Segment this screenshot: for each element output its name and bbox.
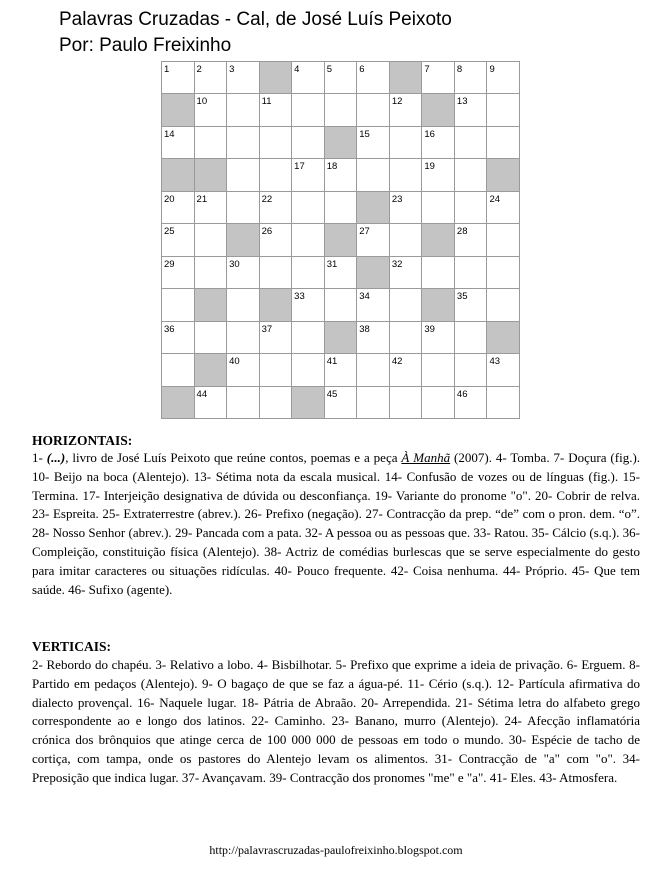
black-square — [325, 322, 358, 354]
cell-number: 31 — [326, 258, 338, 270]
grid-cell[interactable] — [422, 354, 455, 386]
grid-cell[interactable] — [227, 62, 260, 94]
black-square — [422, 94, 455, 126]
grid-cell[interactable] — [195, 224, 228, 256]
cell-number: 10 — [196, 96, 208, 108]
grid-cell[interactable] — [162, 224, 195, 256]
grid-cell[interactable] — [390, 127, 423, 159]
grid-cell[interactable] — [390, 192, 423, 224]
grid-cell[interactable] — [292, 192, 325, 224]
grid-cell[interactable] — [292, 289, 325, 321]
black-square — [487, 159, 520, 191]
cell-number: 3 — [229, 64, 235, 75]
cell-number: 45 — [326, 388, 338, 400]
grid-cell[interactable] — [227, 289, 260, 321]
cell-number: 27 — [359, 226, 370, 238]
grid-cell[interactable] — [227, 159, 260, 191]
cell-number: 2 — [196, 64, 202, 75]
black-square — [195, 289, 228, 321]
cell-number: 14 — [164, 128, 175, 140]
horizontais-clues — [32, 449, 640, 599]
grid-cell[interactable] — [195, 62, 228, 94]
cell-number: 17 — [294, 161, 305, 173]
black-square — [357, 257, 390, 289]
black-square — [422, 224, 455, 256]
grid-cell[interactable] — [227, 127, 260, 159]
clue-1-book-title: À Manhã — [401, 450, 451, 465]
grid-cell[interactable] — [357, 62, 390, 94]
cell-number: 20 — [164, 193, 175, 205]
grid-cell[interactable] — [422, 192, 455, 224]
grid-cell[interactable] — [292, 94, 325, 126]
cell-number: 7 — [424, 64, 430, 75]
grid-cell[interactable] — [325, 387, 358, 419]
grid-cell[interactable] — [390, 387, 423, 419]
cell-number: 42 — [391, 356, 403, 368]
cell-number: 23 — [391, 193, 403, 205]
grid-cell[interactable] — [260, 354, 293, 386]
grid-cell[interactable] — [227, 387, 260, 419]
black-square — [162, 94, 195, 126]
clue-1-answer: (...) — [46, 450, 66, 465]
black-square — [260, 289, 293, 321]
grid-cell[interactable] — [227, 192, 260, 224]
black-square — [292, 387, 325, 419]
grid-cell[interactable] — [325, 192, 358, 224]
black-square — [390, 62, 423, 94]
grid-cell[interactable] — [292, 257, 325, 289]
grid-cell[interactable] — [292, 354, 325, 386]
grid-cell[interactable] — [487, 387, 520, 419]
grid-cell[interactable] — [260, 159, 293, 191]
grid-cell[interactable] — [357, 127, 390, 159]
grid-cell[interactable] — [422, 257, 455, 289]
grid-cell[interactable] — [357, 224, 390, 256]
grid-cell[interactable] — [455, 159, 488, 191]
cell-number: 11 — [261, 96, 272, 108]
clue-1-number: 1- — [32, 450, 43, 465]
crossword-grid — [161, 61, 520, 419]
grid-cell[interactable] — [227, 94, 260, 126]
grid-cell[interactable] — [357, 354, 390, 386]
grid-cell[interactable] — [260, 127, 293, 159]
grid-cell[interactable] — [260, 192, 293, 224]
grid-cell[interactable] — [260, 322, 293, 354]
cell-number: 39 — [424, 323, 435, 335]
grid-cell[interactable] — [455, 94, 488, 126]
cell-number: 32 — [391, 258, 403, 270]
grid-cell[interactable] — [487, 94, 520, 126]
page-title: Palavras Cruzadas - Cal, de José Luís Peixoto — [59, 9, 452, 30]
grid-cell[interactable] — [455, 322, 488, 354]
cell-number: 44 — [196, 388, 208, 400]
cell-number: 22 — [261, 193, 273, 205]
black-square — [325, 127, 358, 159]
cell-number: 6 — [359, 64, 365, 75]
cell-number: 41 — [326, 356, 338, 368]
grid-cell[interactable] — [487, 192, 520, 224]
cell-number: 13 — [456, 96, 468, 108]
grid-cell[interactable] — [390, 322, 423, 354]
verticais-clues: 2- Rebordo do chapéu. 3- Relativo a lobo. 4- Bisbilhotar. 5- Prefixo que exprime a ideia de privação. 6- Erguem. 8- Partido em pedaços (Alentejo). 9- O bagaço de que se faz a água-pé. 11- Cério (s.q.). 12- Partícula afirmativa do dialecto provençal. 16- Naquele lugar. 18- Pátria de Abraão. 20- Arrependida. 21- Sétima letra do alfabeto grego correspondente ao e longo dos latinos. 22- Caminho. 23- Banano, murro (Alentejo). 24- Afecção inflamatória crónica dos brônquios que atinge cerca de 100 000 000 de pessoas em todo o mundo. 30- Espécie de tacho de cortiça, com tampa, onde os pastores do Alentejo levam os alimentos. 31- Contracção de "a" com "o". 34- Preposição que indica lugar. 37- Avançavam. 39- Contracção dos pronomes "me" e "a". 41- Eles. 43- Atmosfera. — [32, 657, 640, 785]
cell-number: 37 — [261, 323, 273, 335]
horizontais-heading: HORIZONTAIS: — [32, 433, 133, 448]
grid-cell[interactable] — [487, 257, 520, 289]
grid-cell[interactable] — [325, 289, 358, 321]
grid-cell[interactable] — [260, 387, 293, 419]
grid-cell[interactable] — [260, 257, 293, 289]
black-square — [260, 62, 293, 94]
cell-number: 38 — [359, 323, 370, 335]
grid-cell[interactable] — [422, 62, 455, 94]
grid-cell[interactable] — [357, 322, 390, 354]
grid-cell[interactable] — [195, 127, 228, 159]
grid-cell[interactable] — [325, 94, 358, 126]
grid-cell[interactable] — [195, 387, 228, 419]
grid-cell[interactable] — [292, 322, 325, 354]
grid-cell[interactable] — [162, 322, 195, 354]
cell-number: 8 — [456, 64, 463, 75]
black-square — [195, 159, 228, 191]
grid-cell[interactable] — [195, 257, 228, 289]
grid-cell[interactable] — [390, 159, 423, 191]
grid-cell[interactable] — [390, 224, 423, 256]
black-square — [162, 387, 195, 419]
cell-number: 24 — [489, 193, 501, 205]
grid-cell[interactable] — [422, 127, 455, 159]
cell-number: 35 — [456, 291, 468, 303]
grid-cell[interactable] — [195, 94, 228, 126]
grid-cell[interactable] — [325, 62, 358, 94]
grid-cell[interactable] — [227, 354, 260, 386]
grid-cell[interactable] — [390, 289, 423, 321]
grid-cell[interactable] — [227, 257, 260, 289]
grid-cell[interactable] — [162, 192, 195, 224]
grid-cell[interactable] — [422, 159, 455, 191]
cell-number: 15 — [359, 128, 370, 140]
grid-cell[interactable] — [487, 289, 520, 321]
grid-cell[interactable] — [325, 257, 358, 289]
black-square — [357, 192, 390, 224]
cell-number: 33 — [294, 291, 305, 303]
horizontais-remaining-clues: (2007). 4- Tomba. 7- Doçura (fig.). 10- Beijo na boca (Alentejo). 13- Sétima nota da escala musical. 14- Confusão de vozes ou de línguas (fig.). 15- Termina. 17- Interjeição designativa de dúvida ou desconfiança. 19- Variante do pronome "o". 20- Cobrir de relva. 23- Espreita. 25- Extraterrestre (abrev.). 26- Prefixo (negação). 27- Contracção da prep. “de” com o pron. dem. “o”. 28- Nosso Senhor (abrev.). 29- Pancada com a pata. 32- A pessoa ou as pessoas que. 33- Ratou. 35- Cálcio (s.q.). 36- Compleição, constituição física (Alentejo). 38- Actriz de comédias burlescas que se serve especialmente do gesto para imitar caracteres ou situações ridículas. 40- Pouco frequente. 42- Coisa nenhuma. 44- Próprio. 45- Que tem saúde. 46- Sufixo (agente). — [32, 450, 641, 597]
grid-cell[interactable] — [162, 257, 195, 289]
grid-cell[interactable] — [195, 192, 228, 224]
grid-cell[interactable] — [162, 354, 195, 386]
grid-cell[interactable] — [455, 62, 488, 94]
grid-cell[interactable] — [422, 387, 455, 419]
grid-cell[interactable] — [260, 94, 293, 126]
clue-1-text: , livro de José Luís Peixoto que reúne contos, poemas e a peça — [65, 450, 398, 465]
grid-cell[interactable] — [487, 354, 520, 386]
cell-number: 40 — [229, 356, 240, 368]
grid-cell[interactable] — [487, 62, 520, 94]
grid-cell[interactable] — [455, 192, 488, 224]
grid-cell[interactable] — [390, 257, 423, 289]
cell-number: 16 — [424, 128, 435, 140]
cell-number: 9 — [489, 64, 495, 75]
grid-cell[interactable] — [422, 322, 455, 354]
grid-cell[interactable] — [357, 387, 390, 419]
cell-number: 36 — [164, 323, 175, 335]
verticais-heading: VERTICAIS: — [32, 639, 112, 654]
grid-cell[interactable] — [357, 289, 390, 321]
cell-number: 28 — [456, 226, 468, 238]
grid-cell[interactable] — [455, 289, 488, 321]
black-square — [195, 354, 228, 386]
grid-cell[interactable] — [195, 322, 228, 354]
cell-number: 25 — [164, 226, 175, 238]
grid-cell[interactable] — [390, 94, 423, 126]
cell-number: 19 — [424, 161, 435, 173]
grid-cell[interactable] — [455, 387, 488, 419]
grid-cell[interactable] — [455, 257, 488, 289]
grid-cell[interactable] — [162, 127, 195, 159]
cell-number: 1 — [164, 64, 170, 75]
grid-cell[interactable] — [162, 62, 195, 94]
grid-cell[interactable] — [292, 224, 325, 256]
cell-number: 21 — [196, 193, 208, 205]
grid-cell[interactable] — [292, 62, 325, 94]
black-square — [227, 224, 260, 256]
cell-number: 34 — [359, 291, 370, 303]
cell-number: 30 — [229, 258, 240, 270]
grid-cell[interactable] — [357, 94, 390, 126]
black-square — [325, 224, 358, 256]
black-square — [422, 289, 455, 321]
cell-number: 12 — [391, 96, 403, 108]
cell-number: 46 — [456, 388, 468, 400]
cell-number: 29 — [164, 258, 175, 270]
grid-cell[interactable] — [325, 159, 358, 191]
grid-cell[interactable] — [455, 354, 488, 386]
footer-url: http://palavrascruzadas-paulofreixinho.blogspot.com — [209, 843, 463, 857]
grid-cell[interactable] — [455, 224, 488, 256]
grid-cell[interactable] — [292, 159, 325, 191]
cell-number: 43 — [489, 356, 501, 368]
grid-cell[interactable] — [325, 354, 358, 386]
black-square — [162, 159, 195, 191]
cell-number: 18 — [326, 161, 338, 173]
grid-cell[interactable] — [455, 127, 488, 159]
grid-cell[interactable] — [260, 224, 293, 256]
cell-number: 4 — [294, 64, 300, 75]
black-square — [487, 322, 520, 354]
grid-cell[interactable] — [390, 354, 423, 386]
author-line: Por: Paulo Freixinho — [59, 35, 232, 56]
grid-cell[interactable] — [292, 127, 325, 159]
grid-cell[interactable] — [357, 159, 390, 191]
cell-number: 26 — [261, 226, 273, 238]
grid-cell[interactable] — [162, 289, 195, 321]
grid-cell[interactable] — [487, 224, 520, 256]
grid-cell[interactable] — [227, 322, 260, 354]
grid-cell[interactable] — [487, 127, 520, 159]
cell-number: 5 — [326, 64, 333, 75]
